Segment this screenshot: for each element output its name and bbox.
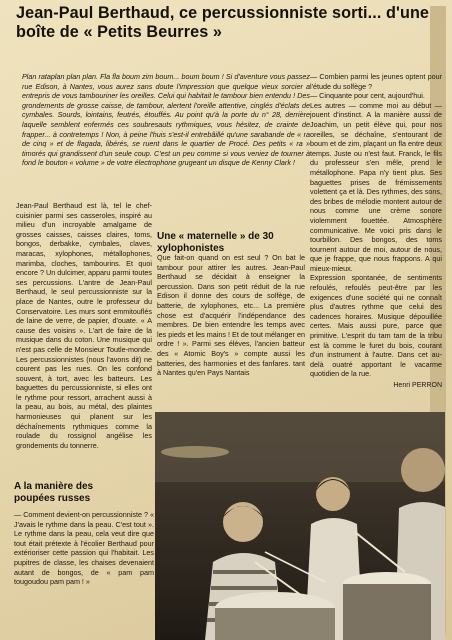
- author-signature: Henri PERRON: [393, 382, 442, 389]
- left-column-lower-text: — Comment devient-on percussionniste ? « J'avais le rythme dans la peau. C'est tout ». Le rythme dans la peau, cela veut dire que tout était prétexte à l'écolier Berthaud pour extérioriser cette passion qui l'habitait. Les pupitres de classe, les chaises devenaient autant de bongos, de « pam pam tougoudou pam pam ! »: [14, 510, 154, 587]
- right-column-text: — Combien parmi les jeunes optent pour l'étude du solfège ? — Cinquante pour cent, aujourd'hui. Les autres — comme moi au début — jouent d'instinct. A la manière aussi de Joachim, un petit élève qui, pour nos oreilles, se déchaîne, s'entourant de boum et de zim, plaçant un fla entre deux temps. Juste ou n'est faut. Franck, le fils du professeur s'en mêle, prend le métallophone. Papa n'y tient plus. Ses baguettes prises de frémissements volettent ça et là. Des rythmes, des sons, des bribes de mélodie montent autour de nous comme une crème sonore violemment fouettée. Atmosphère communicative. Me voici pris dans le tourbillon. Des bongos, des toms tournent autour de moi, autour de nous, que je frappe, que nous frappons. A qui mieux-mieux. Expression spontanée, de sentiments refoulés, refoulés peut-être par les exigences d'une société qui ne connaît plus d'autres rythme que celui des cadences horaires. Musique dépouillée certes. Mais aussi pure, parce que primitive. L'esprit du tam tam de la tribu est là comme le furet du bois, courant d'un instrument à l'autre. Dans cet au-delà ouatré apportant le vacarme quotidien de la rue.: [310, 72, 442, 379]
- middle-column: [157, 253, 305, 378]
- middle-column-text: Que fait-on quand on est seul ? On bat le tambour pour attirer les autres. Jean-Paul Berthaud se décidait à enseigner la percussion. Dans son petit réduit de la rue Edison il donne des cours de solfège, de batterie, de xylophones, etc... La première chose est d'acquérir l'indépendance des membres. De bien entendre les temps avec les pieds et les mains ! Et de tout mélanger en ordre ! ». Parmi ses élèves, l'ancien batteur des « Atomic Boy's » compte aussi les batteries, des harmonies et des fanfares. tant à Nantes qu'en Pays Nantais: [157, 253, 305, 378]
- drummers-photo-illustration: [155, 412, 445, 640]
- intro-text: Plan rataplan plan plan. Fla fla boum zim boum... boum boum ! Si d'aventure vous passez rue Edison, à Nantes, vous aurez sans doute l'impression que quelque vieux sorcier a entrepris de vous tambouriner les oreilles. Celui qui habitait le tambour bien entendu ! Des grondements de grosse caisse, de tambour, alertent l'oreille attentive, cinglés d'éclats de cymbales. Sourds, lointains, feutrés, étouffés. Au point qu'à la porte du n° 28, derrière laquelle semblent enfermés ces soubresauts rythmiques, vous hésitez, de crainte de frapper... à contretemps ! Non, à peine l'huis s'est-il entrebâillé qu'une sarabande de « ra de cinq » et de flagada, libérés, se ruent dans le quartier de Procé. Des petits « ra » timorés qui grandissent d'un seule coup. C'est un peu comme si vous veniez de tourner à fond le bouton « volume » de votre électrophone grugeant un disque de Kenny Clark !: [22, 72, 310, 168]
- left-column-lower: [14, 510, 154, 587]
- article-headline: Jean-Paul Berthaud, ce percussionniste sorti... d'une boîte de « Petits Beurres »: [16, 4, 430, 41]
- subhead-poupees-russes: A la manière des poupées russes: [14, 481, 94, 504]
- left-column-text: Jean-Paul Berthaud est là, tel le chef-cuisinier parmi ses casseroles, inspiré au milieu d'un incroyable amalgame de grosses caisses, caisses claires, toms, bongos, derbakke, cymbales, claves, maracas, xylophones, métallophones, marimba, cloches, tambourins. Et quoi encore ? Un dulcimer, apparu parmi toutes ses percussions. L'antre de Jean-Paul Berthaud, le seul percussionniste sur la place de Nantes, outre le professeur du Conservatoire. Les murs sont emmitouflés de laine de verre, de papier, d'ouate. « A cause des voisins ». L'art de faire de la musique dans du coton. Une musique qui n'est pas celle de Monsieur Toutle-monde. Les percussionnistes (nous l'avons dit) ne courent pas les rues. On les confond souvent, à tort, avec les batteurs. Les baguettes du percussionniste, si elles ont le rythme pour ressort, arrachent aussi à la peau, au bois, au métal, des plaintes harmonieuses qui planent sur les déchaînements rythmiques comme la roulade du rossignol angélise les grondements du tonnerre.: [16, 201, 152, 450]
- article-intro: [22, 72, 310, 168]
- subhead-maternelle: Une « maternelle » de 30 xylophonistes: [157, 231, 274, 254]
- left-column: [16, 201, 152, 450]
- right-column: [310, 72, 442, 391]
- article-photo: [155, 412, 445, 640]
